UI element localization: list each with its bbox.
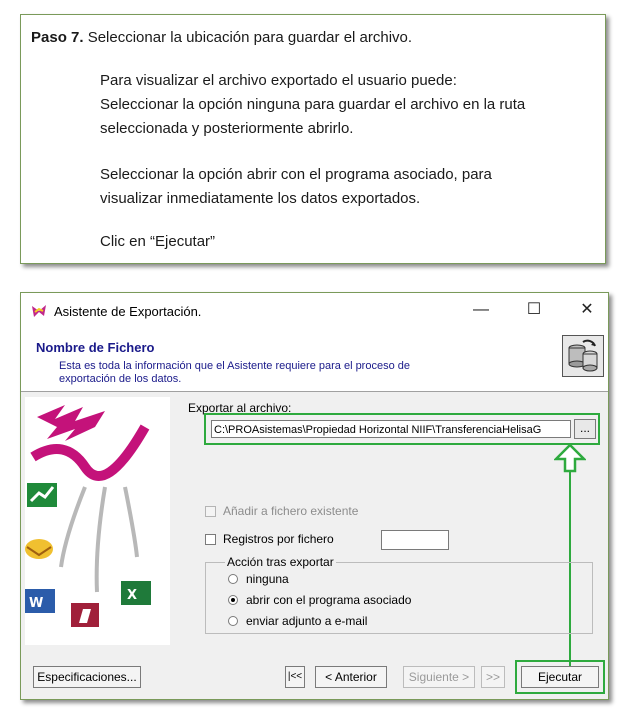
- database-icon: [562, 335, 604, 377]
- append-existing-checkbox[interactable]: [205, 506, 216, 517]
- browse-button[interactable]: ...: [574, 419, 596, 439]
- minimize-button[interactable]: —: [473, 301, 489, 318]
- note-line-2: Seleccionar la opción ninguna para guardar el archivo en la ruta: [100, 96, 526, 113]
- radio-email-label[interactable]: enviar adjunto a e-mail: [246, 614, 368, 628]
- instruction-note: [20, 14, 606, 264]
- window-title: Asistente de Exportación.: [54, 304, 202, 319]
- wizard-description-line-2: exportación de los datos.: [59, 373, 182, 385]
- specifications-button[interactable]: Especificaciones...: [33, 666, 141, 688]
- path-highlight-frame: [204, 413, 600, 445]
- post-export-action-title: Acción tras exportar: [227, 555, 334, 569]
- next-button[interactable]: Siguiente >: [403, 666, 475, 688]
- note-line-5: visualizar inmediatamente los datos exportados.: [100, 190, 421, 207]
- export-wizard-window: [20, 292, 609, 700]
- step-heading: [31, 29, 412, 46]
- radio-email[interactable]: [228, 616, 238, 626]
- export-path-input[interactable]: C:\PROAsistemas\Propiedad Horizontal NIIF\TransferenciaHelisaG: [211, 420, 571, 438]
- close-button[interactable]: ✕: [580, 301, 594, 318]
- app-logo-icon: [31, 303, 47, 319]
- wizard-side-illustration: [25, 397, 170, 645]
- radio-open-associated[interactable]: [228, 595, 238, 605]
- previous-button[interactable]: < Anterior: [315, 666, 387, 688]
- title-bar: [21, 293, 608, 329]
- up-arrow-icon: [554, 443, 586, 473]
- records-per-file-input[interactable]: [381, 530, 449, 550]
- export-file-label: Exportar al archivo:: [188, 401, 292, 415]
- radio-none-label[interactable]: ninguna: [246, 572, 289, 586]
- maximize-button[interactable]: ☐: [526, 301, 542, 318]
- execute-button[interactable]: Ejecutar: [521, 666, 599, 688]
- execute-highlight-frame: [515, 660, 605, 694]
- note-line-4: Seleccionar la opción abrir con el programa asociado, para: [100, 166, 492, 183]
- wizard-header: [21, 329, 608, 392]
- records-per-file-label: Registros por fichero: [223, 532, 334, 546]
- note-line-1: Para visualizar el archivo exportado el usuario puede:: [100, 72, 457, 89]
- first-step-button[interactable]: |<<: [285, 666, 305, 688]
- wizard-description-line-1: Esta es toda la información que el Asistente requiere para el proceso de: [59, 360, 410, 372]
- note-line-3: seleccionada y posteriormente abrirlo.: [100, 120, 354, 137]
- note-line-6: Clic en “Ejecutar”: [100, 233, 216, 250]
- step-text: Seleccionar la ubicación para guardar el archivo.: [87, 29, 413, 46]
- append-existing-label: Añadir a fichero existente: [223, 504, 359, 518]
- radio-open-associated-label[interactable]: abrir con el programa asociado: [246, 593, 412, 607]
- wizard-step-description: [59, 360, 459, 386]
- records-per-file-checkbox[interactable]: [205, 534, 216, 545]
- svg-text:W: W: [29, 596, 44, 611]
- step-label: Paso 7.: [31, 29, 84, 46]
- svg-text:X: X: [127, 588, 138, 603]
- wizard-step-title: Nombre de Fichero: [36, 340, 155, 355]
- radio-none[interactable]: [228, 574, 238, 584]
- last-step-button[interactable]: >>: [481, 666, 505, 688]
